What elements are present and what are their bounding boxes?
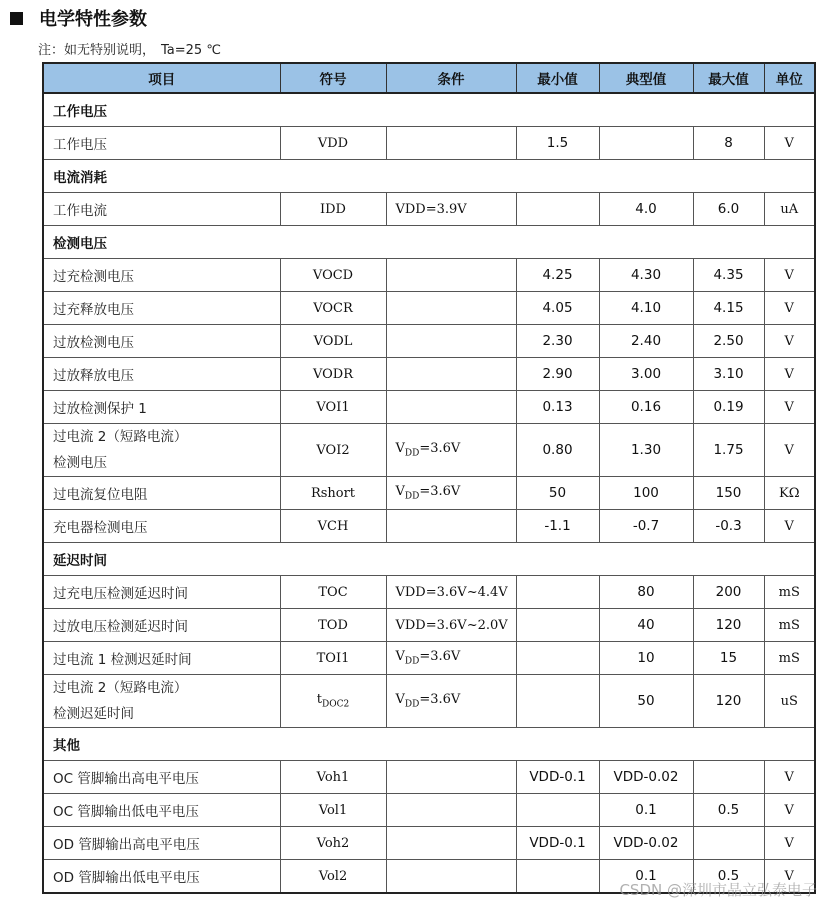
unit-cell: V (764, 391, 815, 424)
min-value-cell: 50 (516, 477, 599, 510)
symbol-cell: TOI1 (280, 642, 386, 675)
table-header-row (43, 63, 815, 93)
item-name-cell (43, 292, 280, 325)
item-name: 过放检测保护 1 (53, 401, 147, 417)
col-header-condition: 条件 (386, 63, 516, 93)
note-prefix: 注：如无特别说明， (38, 43, 156, 58)
min-value-cell: 4.05 (516, 292, 599, 325)
symbol-base: t (316, 692, 322, 708)
item-name-cell (43, 424, 280, 477)
item-name-cell (43, 325, 280, 358)
item-name: 过放检测电压 (53, 335, 134, 351)
item-name-cell (43, 827, 280, 860)
min-value-cell: 2.90 (516, 358, 599, 391)
max-value-cell: 1.75 (693, 424, 764, 477)
item-name: OD 管脚输出高电平电压 (53, 837, 200, 853)
max-value-cell: 120 (693, 675, 764, 728)
col-header-symbol: 符号 (280, 63, 386, 93)
typ-value-cell: 0.16 (599, 391, 693, 424)
unit-cell: V (764, 761, 815, 794)
watermark: CSDN @深圳市晶立弘泰电子 (619, 881, 817, 899)
table-row (43, 761, 815, 794)
condition-cell (386, 127, 516, 160)
condition-cell (386, 675, 516, 728)
unit-cell: V (764, 827, 815, 860)
typ-value-cell: 4.10 (599, 292, 693, 325)
section-row (43, 93, 815, 127)
min-value-cell (516, 794, 599, 827)
table-row (43, 424, 815, 477)
section-row (43, 543, 815, 576)
test-condition-note (38, 39, 221, 58)
item-name-cell (43, 477, 280, 510)
symbol-cell: VOI1 (280, 391, 386, 424)
condition-subscript: DD (404, 656, 420, 667)
min-value-cell: -1.1 (516, 510, 599, 543)
table-row (43, 642, 815, 675)
min-value-cell: 4.25 (516, 259, 599, 292)
item-name: 过充释放电压 (53, 302, 134, 318)
max-value-cell: 4.35 (693, 259, 764, 292)
item-name-cell (43, 860, 280, 894)
max-value-cell (693, 761, 764, 794)
table-row (43, 391, 815, 424)
item-name: OC 管脚输出低电平电压 (53, 804, 199, 820)
item-name-cell (43, 259, 280, 292)
table-row (43, 827, 815, 860)
unit-cell: V (764, 510, 815, 543)
typ-value-cell: -0.7 (599, 510, 693, 543)
table-row (43, 127, 815, 160)
min-value-cell (516, 576, 599, 609)
condition-cell (386, 259, 516, 292)
symbol-cell: Vol1 (280, 794, 386, 827)
max-value-cell: 120 (693, 609, 764, 642)
min-value-cell (516, 193, 599, 226)
symbol-cell: Voh2 (280, 827, 386, 860)
table-row (43, 794, 815, 827)
symbol-cell: VOCD (280, 259, 386, 292)
section-label: 检测电压 (43, 226, 815, 259)
col-header-unit: 单位 (764, 63, 815, 93)
item-name-cell (43, 794, 280, 827)
condition-cell (386, 642, 516, 675)
section-label: 其他 (43, 728, 815, 761)
typ-value-cell: 4.0 (599, 193, 693, 226)
condition-cell (386, 358, 516, 391)
table-row (43, 576, 815, 609)
symbol-cell: VODR (280, 358, 386, 391)
min-value-cell (516, 860, 599, 894)
max-value-cell: 8 (693, 127, 764, 160)
item-name: 过电流 2（短路电流） (53, 429, 188, 445)
item-name: 过电流复位电阻 (53, 487, 148, 503)
min-value-cell: 2.30 (516, 325, 599, 358)
condition-rest: =3.6V (419, 692, 461, 708)
item-name: 过充电压检测延迟时间 (53, 586, 188, 602)
symbol-cell: TOD (280, 609, 386, 642)
condition-rest: =3.6V (419, 484, 461, 500)
symbol-cell: VDD (280, 127, 386, 160)
min-value-cell (516, 675, 599, 728)
col-header-item: 项目 (43, 63, 280, 93)
note-condition: Ta=25 ℃ (161, 43, 221, 58)
typ-value-cell: 100 (599, 477, 693, 510)
typ-value-cell: 80 (599, 576, 693, 609)
item-name: 过放电压检测延迟时间 (53, 619, 188, 635)
condition-cell (386, 292, 516, 325)
unit-cell: uA (764, 193, 815, 226)
table-row (43, 609, 815, 642)
max-value-cell: 0.5 (693, 860, 764, 894)
col-header-min: 最小值 (516, 63, 599, 93)
condition-cell (386, 827, 516, 860)
unit-cell: V (764, 127, 815, 160)
min-value-cell: 1.5 (516, 127, 599, 160)
col-header-typ: 典型值 (599, 63, 693, 93)
condition-cell (386, 424, 516, 477)
table-row (43, 675, 815, 728)
typ-value-cell: VDD-0.02 (599, 827, 693, 860)
typ-value-cell: 1.30 (599, 424, 693, 477)
electrical-characteristics-table (42, 62, 816, 894)
condition-cell (386, 860, 516, 894)
table-row (43, 510, 815, 543)
condition-base: V (395, 484, 405, 500)
table-row (43, 292, 815, 325)
condition-cell (386, 391, 516, 424)
symbol-cell: VOI2 (280, 424, 386, 477)
item-name-cell (43, 127, 280, 160)
typ-value-cell: 0.1 (599, 794, 693, 827)
condition-rest: =3.6V (419, 441, 461, 457)
typ-value-cell: 4.30 (599, 259, 693, 292)
symbol-cell: Voh1 (280, 761, 386, 794)
item-name: 过电流 1 检测迟延时间 (53, 652, 192, 668)
unit-cell: KΩ (764, 477, 815, 510)
item-name: OC 管脚输出高电平电压 (53, 771, 199, 787)
unit-cell: V (764, 424, 815, 477)
max-value-cell: 15 (693, 642, 764, 675)
symbol-cell: VCH (280, 510, 386, 543)
condition-subscript: DD (404, 699, 420, 710)
condition-subscript: DD (404, 491, 420, 502)
max-value-cell: 0.19 (693, 391, 764, 424)
condition-rest: =3.6V (419, 649, 461, 665)
condition-subscript: DD (404, 448, 420, 459)
symbol-cell: VODL (280, 325, 386, 358)
item-name: 过放释放电压 (53, 368, 134, 384)
max-value-cell: -0.3 (693, 510, 764, 543)
condition-cell: VDD=3.9V (386, 193, 516, 226)
unit-cell: mS (764, 642, 815, 675)
item-name-cell (43, 609, 280, 642)
max-value-cell (693, 827, 764, 860)
typ-value-cell: VDD-0.02 (599, 761, 693, 794)
table-row (43, 358, 815, 391)
table-row (43, 325, 815, 358)
item-name-line2: 检测电压 (53, 455, 107, 471)
square-bullet-icon (10, 12, 23, 25)
symbol-cell: IDD (280, 193, 386, 226)
max-value-cell: 6.0 (693, 193, 764, 226)
item-name: OD 管脚输出低电平电压 (53, 870, 200, 886)
condition-cell (386, 325, 516, 358)
unit-cell: V (764, 259, 815, 292)
unit-cell: V (764, 292, 815, 325)
symbol-cell: Rshort (280, 477, 386, 510)
section-row (43, 160, 815, 193)
typ-value-cell: 50 (599, 675, 693, 728)
item-name: 过充检测电压 (53, 269, 134, 285)
item-name-cell (43, 358, 280, 391)
section-label: 工作电压 (43, 93, 815, 127)
unit-cell: V (764, 358, 815, 391)
item-name: 过电流 2（短路电流） (53, 680, 188, 696)
max-value-cell: 4.15 (693, 292, 764, 325)
condition-base: V (395, 441, 405, 457)
symbol-subscript: DOC2 (322, 699, 350, 710)
item-name-line2: 检测迟延时间 (53, 706, 134, 722)
unit-cell: mS (764, 576, 815, 609)
max-value-cell: 0.5 (693, 794, 764, 827)
unit-cell: uS (764, 675, 815, 728)
typ-value-cell (599, 127, 693, 160)
min-value-cell (516, 642, 599, 675)
item-name-cell (43, 761, 280, 794)
max-value-cell: 200 (693, 576, 764, 609)
item-name-cell (43, 193, 280, 226)
heading-text: 电学特性参数 (39, 9, 147, 30)
unit-cell: V (764, 860, 815, 894)
unit-cell: V (764, 794, 815, 827)
col-header-max: 最大值 (693, 63, 764, 93)
max-value-cell: 3.10 (693, 358, 764, 391)
symbol-cell: TOC (280, 576, 386, 609)
symbol-cell: Vol2 (280, 860, 386, 894)
min-value-cell (516, 609, 599, 642)
condition-cell (386, 761, 516, 794)
condition-cell (386, 477, 516, 510)
unit-cell: mS (764, 609, 815, 642)
table-row (43, 259, 815, 292)
max-value-cell: 150 (693, 477, 764, 510)
item-name-cell (43, 510, 280, 543)
item-name: 工作电压 (53, 137, 107, 153)
typ-value-cell: 2.40 (599, 325, 693, 358)
typ-value-cell: 3.00 (599, 358, 693, 391)
min-value-cell: 0.80 (516, 424, 599, 477)
condition-cell (386, 794, 516, 827)
section-label: 延迟时间 (43, 543, 815, 576)
min-value-cell: 0.13 (516, 391, 599, 424)
min-value-cell: VDD-0.1 (516, 827, 599, 860)
item-name-cell (43, 675, 280, 728)
item-name: 工作电流 (53, 203, 107, 219)
typ-value-cell: 10 (599, 642, 693, 675)
item-name: 充电器检测电压 (53, 520, 148, 536)
section-label: 电流消耗 (43, 160, 815, 193)
section-heading (10, 5, 147, 31)
symbol-cell (280, 675, 386, 728)
item-name-cell (43, 576, 280, 609)
item-name-cell (43, 642, 280, 675)
condition-cell: VDD=3.6V~2.0V (386, 609, 516, 642)
section-row (43, 728, 815, 761)
table-row (43, 477, 815, 510)
table-row (43, 193, 815, 226)
condition-cell: VDD=3.6V~4.4V (386, 576, 516, 609)
typ-value-cell: 40 (599, 609, 693, 642)
symbol-cell: VOCR (280, 292, 386, 325)
condition-base: V (395, 692, 405, 708)
min-value-cell: VDD-0.1 (516, 761, 599, 794)
max-value-cell: 2.50 (693, 325, 764, 358)
item-name-cell (43, 391, 280, 424)
unit-cell: V (764, 325, 815, 358)
section-row (43, 226, 815, 259)
condition-base: V (395, 649, 405, 665)
typ-value-cell: 0.1 (599, 860, 693, 894)
condition-cell (386, 510, 516, 543)
